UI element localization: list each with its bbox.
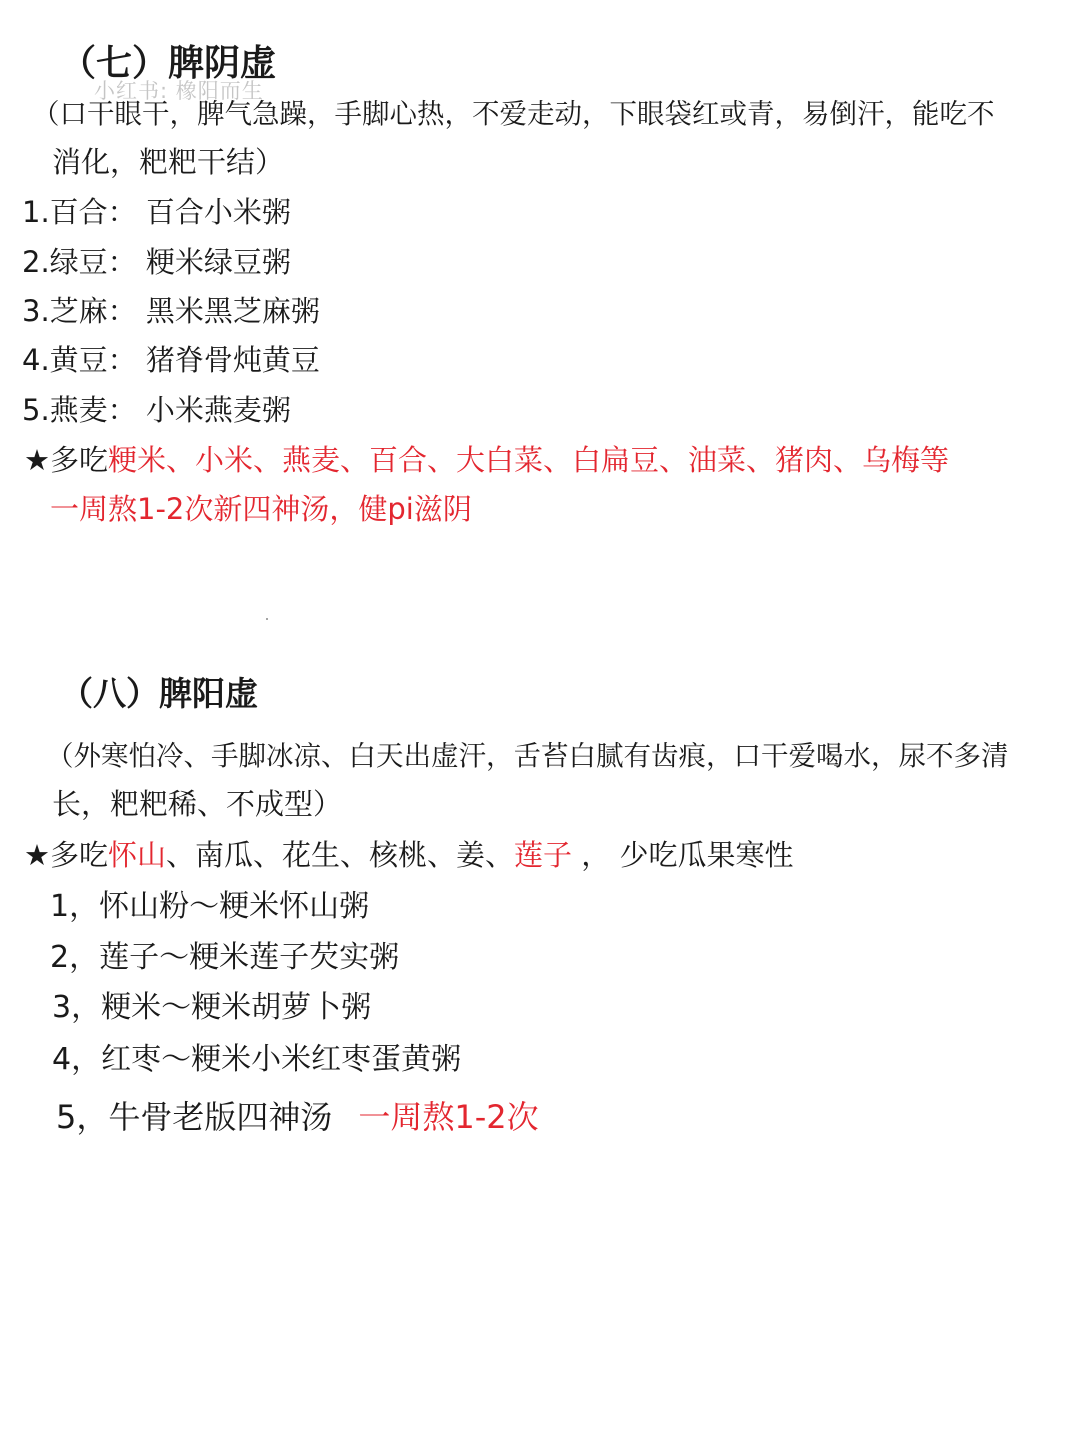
section8-symptoms-line2: 长，粑粑稀、不成型） [52,787,343,821]
section8-tip-mid: 、南瓜、花生、核桃、姜、 [166,838,515,872]
section8-item-5-main: 5，牛骨老版四神汤 [56,1098,333,1136]
section7-symptoms-line1: （口干眼干，脾气急躁，手脚心热，不爱走动，下眼袋红或青，易倒汗，能吃不 [32,98,995,130]
section8-symptoms-line1: （外寒怕冷、手脚冰凉、白天出虚汗，舌苔白腻有齿痕，口干爱喝水，尿不多清 [46,740,1009,772]
section8-tip [24,835,793,875]
section8-item-3: 3，粳米～粳米胡萝卜粥 [52,990,372,1025]
stray-dot [266,618,268,620]
section7-tip [24,440,949,480]
section7-item-5: 5.燕麦： 小米燕麦粥 [22,393,291,427]
section8-item-1: 1，怀山粉～粳米怀山粥 [50,889,370,924]
section7-symptoms-line2: 消化，粑粑干结） [52,145,285,179]
section8-title: （八）脾阳虚 [60,674,258,713]
section7-item-3: 3.芝麻： 黑米黑芝麻粥 [22,294,320,328]
section7-tip-foods: 粳米、小米、燕麦、百合、大白菜、白扁豆、油菜、猪肉、乌梅等 [108,443,950,477]
section8-item-5 [56,1095,539,1139]
section7-item-1: 1.百合： 百合小米粥 [22,195,291,229]
section7-item-4: 4.黄豆： 猪脊骨炖黄豆 [22,343,320,377]
watermark: 小红书: 橡阳而生 [94,79,264,103]
section8-tip-suffix: ， 少吃瓜果寒性 [572,838,794,872]
section8-tip-huaishan: 怀山 [108,838,167,872]
section7-title: （七）脾阴虚 [60,43,277,84]
section8-item-2: 2，莲子～粳米莲子芡实粥 [50,940,400,975]
section8-item-5-note: 一周熬1-2次 [358,1098,539,1136]
section8-tip-lianzi: 莲子 [514,838,573,872]
section8-item-4: 4，红枣～粳米小米红枣蛋黄粥 [52,1042,462,1077]
section7-tip-prefix: ★多吃 [24,443,108,477]
section7-tip-note: 一周熬1-2次新四神汤，健pi滋阴 [50,492,472,526]
section8-tip-prefix: ★多吃 [24,838,108,872]
section7-item-2: 2.绿豆： 粳米绿豆粥 [22,245,291,279]
